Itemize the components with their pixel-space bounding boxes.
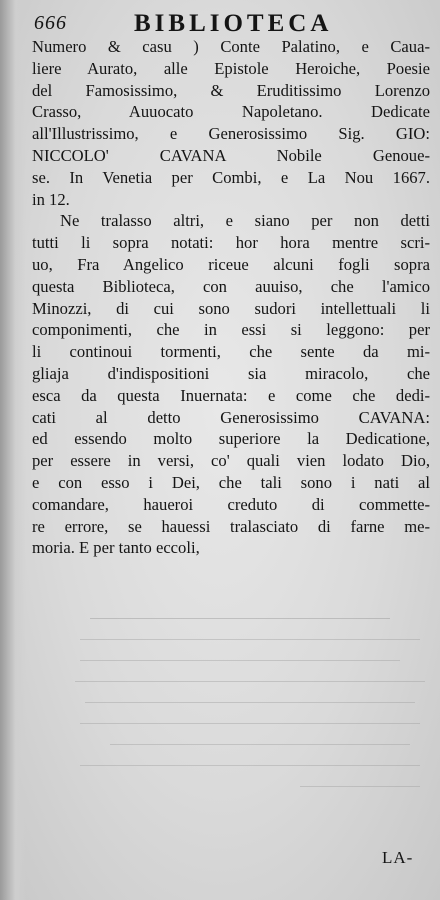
text-line: Minozzi, di cui sono sudori intellettuali li [32,298,430,318]
text-line: liere Aurato, alle Epistole Heroiche, Poesie [32,58,430,78]
text-line: moria. E per tanto eccoli, [32,538,200,558]
paragraph-start-line: Ne tralasso altri, e siano per non detti [60,211,430,231]
text-line: in 12. [32,189,70,209]
text-line: del Famosissimo, & Eruditissimo Lorenzo [32,80,430,100]
text-line: e con esso i Dei, che tali sono i nati al [32,472,430,492]
text-line: per essere in versi, co' quali vien lodato Dio, [32,451,430,471]
page-gutter-shadow [0,0,26,900]
text-line: comandare, haueroi creduto di commette- [32,494,430,514]
text-line: componimenti, che in essi si leggono: per [32,320,430,340]
text-line: Numero & casu ) Conte Palatino, e Caua- [32,37,430,56]
text-line: gliaja d'indispositioni sia miracolo, che [32,363,430,383]
text-line: esca da questa Inuernata: e come che dedi- [32,385,430,405]
text-line: uo, Fra Angelico riceue alcuni fogli sopra [32,254,430,274]
text-line: ed essendo molto superiore la Dedicatione, [32,429,430,449]
text-line: Crasso, Auuocato Napoletano. Dedicate [32,102,430,122]
text-line: questa Biblioteca, con auuiso, che l'amico [32,276,430,296]
running-title: BIBLIOTECA [134,10,333,37]
text-line: li continoui tormenti, che sente da mi- [32,342,430,362]
page-number: 666 [34,12,67,34]
text-line: tutti li sopra notati: hor hora mentre scri- [32,233,430,253]
text-line: re errore, se hauessi tralasciato di farne me- [32,516,430,536]
bleed-through-decoration [40,600,430,787]
text-line: cati al detto Generosissimo CAVANA: [32,407,430,427]
text-line: se. In Venetia per Combi, e La Nou 1667. [32,167,430,187]
body-text [32,36,430,559]
text-line: NICCOLO' CAVANA Nobile Genoue- [32,145,430,165]
catchword: LA- [382,848,414,867]
text-line: all'Illustrissimo, e Generosissimo Sig. GIO: [32,124,430,144]
